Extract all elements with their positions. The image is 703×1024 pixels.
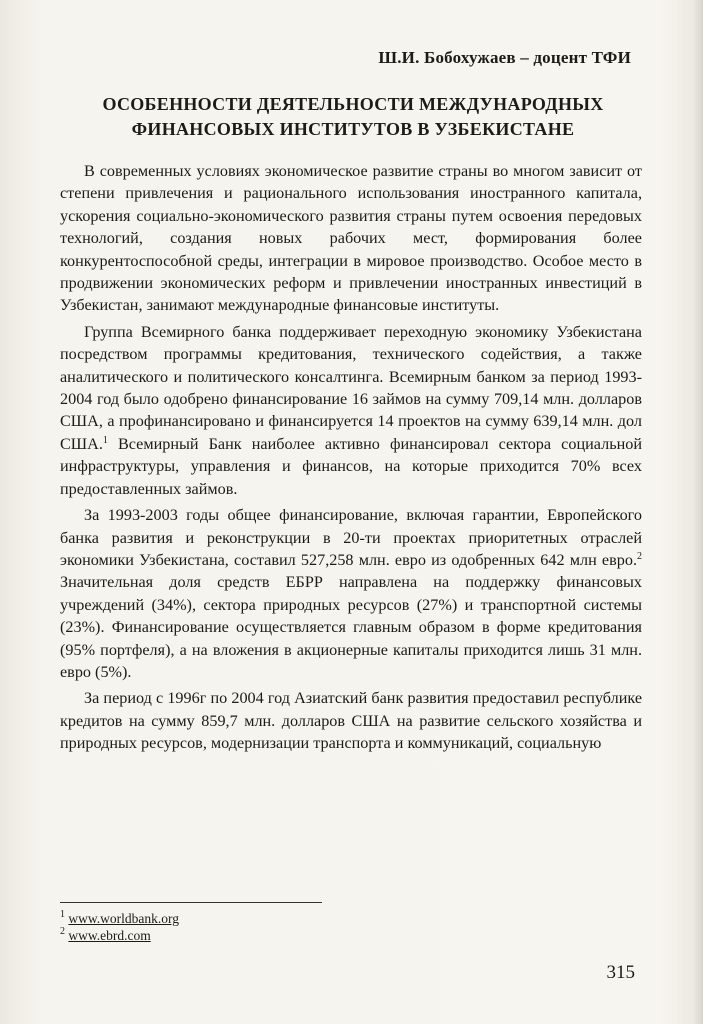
author-header: Ш.И. Бобохужаев – доцент ТФИ: [378, 48, 631, 67]
footnote-2: [60, 927, 179, 944]
paragraph-2-part-2: Всемирный Банк наиболее активно финансировал сектора социальной инфраструктуры, управления и финансов, на которые приходится 70% всех предоставленных займов.: [60, 434, 642, 498]
footnotes: [60, 910, 179, 944]
paragraph-3: [60, 504, 642, 683]
article-title: [62, 92, 644, 142]
paragraph-2-part-1: Группа Всемирного банка поддерживает переходную экономику Узбекистана посредством программы кредитования, технического содействия, а также аналитического и политического консалтинга. Всемирным банком за период 1993-2004 год было одобрено финансирование 16 займов на сумму 709,14 млн. долларов США, а профинансировано и финансируется 14 проектов на сумму 639,14 млн. дол США.: [60, 322, 642, 453]
paragraph-3-part-1: За 1993-2003 годы общее финансирование, включая гарантии, Европейского банка развития и реконструкции в 20-ти проектах приоритетных отраслей экономики Узбекистана, составил 527,258 млн. евро из одобренных 642 млн евро.: [60, 506, 642, 569]
paragraph-1: В современных условиях экономическое развитие страны во многом зависит от степени привлечения и рационального использования иностранного капитала, ускорения социально-экономического развития страны путем освоения передовых технологий, создания новых рабочих мест, формирования более конкурентоспособной среды, интеграции в мировое производство. Особое место в продвижении экономических реформ и привлечении иностранных инвестиций в Узбекистан, занимают международные финансовые институты.: [60, 162, 642, 315]
footnote-ref-2: 2: [637, 550, 642, 562]
article-body: [60, 160, 642, 759]
paragraph-3-part-2: Значительная доля средств ЕБРР направлена на поддержку финансовых учреждений (34%), сектора природных ресурсов (27%) и транспортной системы (23%). Финансирование осуществляется главным образом в форме кредитования (95% портфеля), а на вложения в акционерные капиталы приходится лишь 31 млн. евро (5%).: [60, 573, 642, 681]
footnote-link[interactable]: www.ebrd.com: [68, 928, 151, 943]
footnote-number: 1: [60, 909, 65, 920]
page-number: 315: [606, 962, 635, 983]
footnote-divider: [60, 902, 322, 903]
paragraph-2: [60, 321, 642, 500]
footnote-ref-1: 1: [102, 434, 108, 446]
title-line-2: ФИНАНСОВЫХ ИНСТИТУТОВ В УЗБЕКИСТАНЕ: [131, 119, 575, 139]
footnote-1: [60, 910, 179, 927]
page-edge-shadow: [693, 0, 703, 1024]
footnote-link[interactable]: www.worldbank.org: [68, 911, 179, 926]
paragraph-4: За период с 1996г по 2004 год Азиатский банк развития предоставил республике кредитов на сумму 859,7 млн. долларов США на развитие сельского хозяйства и природных ресурсов, модернизации транспорта и коммуникаций, социальную: [60, 689, 642, 753]
title-line-1: ОСОБЕННОСТИ ДЕЯТЕЛЬНОСТИ МЕЖДУНАРОДНЫХ: [102, 94, 604, 114]
footnote-number: 2: [60, 926, 65, 937]
